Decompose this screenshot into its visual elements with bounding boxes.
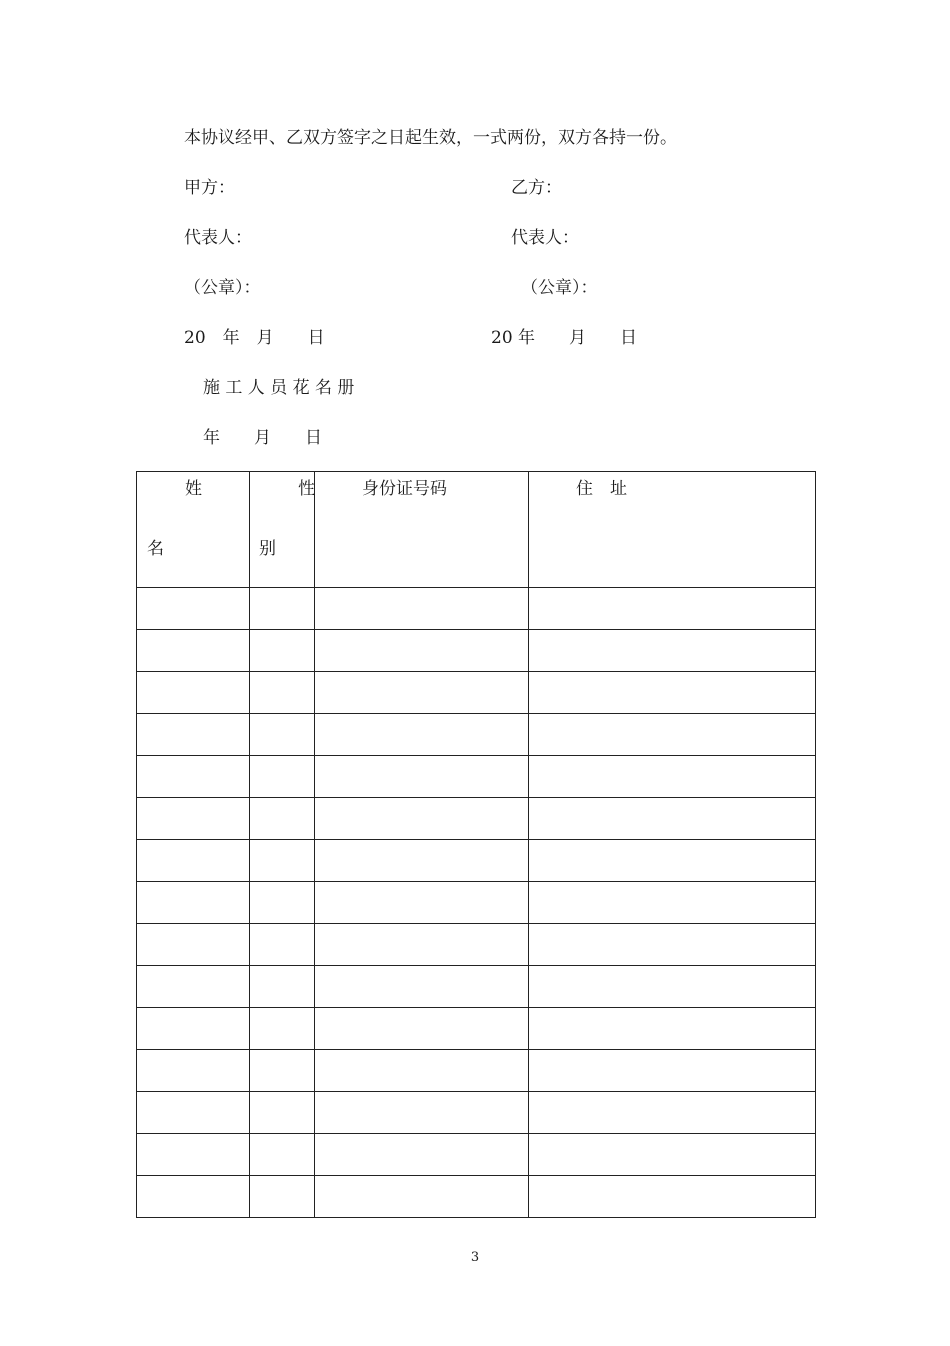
address-cell [529,1050,816,1092]
gender-cell [250,840,315,882]
id-number-cell [315,1134,529,1176]
id-number-cell [315,672,529,714]
gender-cell [250,924,315,966]
table-row [137,588,816,630]
name-cell [137,1092,250,1134]
address-cell [529,756,816,798]
gender-cell [250,756,315,798]
header-cell-gender [250,472,315,588]
id-number-cell [315,1008,529,1050]
id-number-cell [315,798,529,840]
id-number-cell [315,1176,529,1218]
address-cell [529,1092,816,1134]
header-name-top: 姓 [185,479,202,499]
gender-cell [250,1050,315,1092]
name-cell [137,882,250,924]
id-number-cell [315,966,529,1008]
party-b-seal-label: （公章）： [521,278,598,298]
gender-cell [250,882,315,924]
name-cell [137,1176,250,1218]
header-cell-id-number [315,472,529,588]
address-cell [529,966,816,1008]
gender-cell [250,966,315,1008]
name-cell [137,1008,250,1050]
address-cell [529,714,816,756]
address-cell [529,882,816,924]
address-cell [529,1134,816,1176]
table-row [137,714,816,756]
id-number-cell [315,756,529,798]
table-row [137,966,816,1008]
header-cell-name [137,472,250,588]
table-row [137,756,816,798]
gender-cell [250,1008,315,1050]
party-a-date-line: 20 年 月 日 [184,328,325,348]
roster-date-line: 年 月 日 [203,428,322,448]
id-number-cell [315,1092,529,1134]
table-row [137,840,816,882]
name-cell [137,672,250,714]
page-number: 3 [470,1250,480,1265]
address-cell [529,672,816,714]
party-a-rep-label: 代表人： [184,228,252,248]
party-b-label: 乙方： [511,178,562,198]
name-cell [137,756,250,798]
gender-cell [250,672,315,714]
name-cell [137,924,250,966]
roster-table [136,471,816,1218]
party-a-label: 甲方： [184,178,235,198]
name-cell [137,1134,250,1176]
header-cell-address [529,472,816,588]
id-number-cell [315,714,529,756]
table-row [137,1050,816,1092]
id-number-cell [315,840,529,882]
gender-cell [250,1134,315,1176]
id-number-cell [315,630,529,672]
table-row [137,630,816,672]
header-gender-top: 性 [298,479,315,499]
header-address: 住 址 [576,479,627,499]
address-cell [529,1176,816,1218]
gender-cell [250,714,315,756]
table-row [137,924,816,966]
address-cell [529,1008,816,1050]
table-row [137,1092,816,1134]
table-row [137,798,816,840]
party-b-rep-label: 代表人： [511,228,579,248]
gender-cell [250,1176,315,1218]
address-cell [529,840,816,882]
roster-title: 施 工 人 员 花 名 册 [203,378,355,398]
table-row [137,1008,816,1050]
id-number-cell [315,882,529,924]
roster-header-row [137,472,816,588]
id-number-cell [315,924,529,966]
header-gender-bottom: 别 [259,539,276,559]
address-cell [529,588,816,630]
id-number-cell [315,1050,529,1092]
table-row [137,672,816,714]
name-cell [137,1050,250,1092]
party-a-seal-label: （公章）： [184,278,261,298]
address-cell [529,924,816,966]
header-name-bottom: 名 [147,539,164,559]
header-id-number: 身份证号码 [362,479,447,499]
party-b-date-line: 20 年 月 日 [491,328,638,348]
gender-cell [250,588,315,630]
name-cell [137,840,250,882]
table-row [137,882,816,924]
name-cell [137,588,250,630]
name-cell [137,798,250,840]
id-number-cell [315,588,529,630]
table-row [137,1176,816,1218]
address-cell [529,630,816,672]
gender-cell [250,630,315,672]
gender-cell [250,798,315,840]
name-cell [137,714,250,756]
effect-clause: 本协议经甲、乙双方签字之日起生效，一式两份，双方各持一份。 [184,128,677,148]
gender-cell [250,1092,315,1134]
name-cell [137,630,250,672]
address-cell [529,798,816,840]
table-row [137,1134,816,1176]
name-cell [137,966,250,1008]
